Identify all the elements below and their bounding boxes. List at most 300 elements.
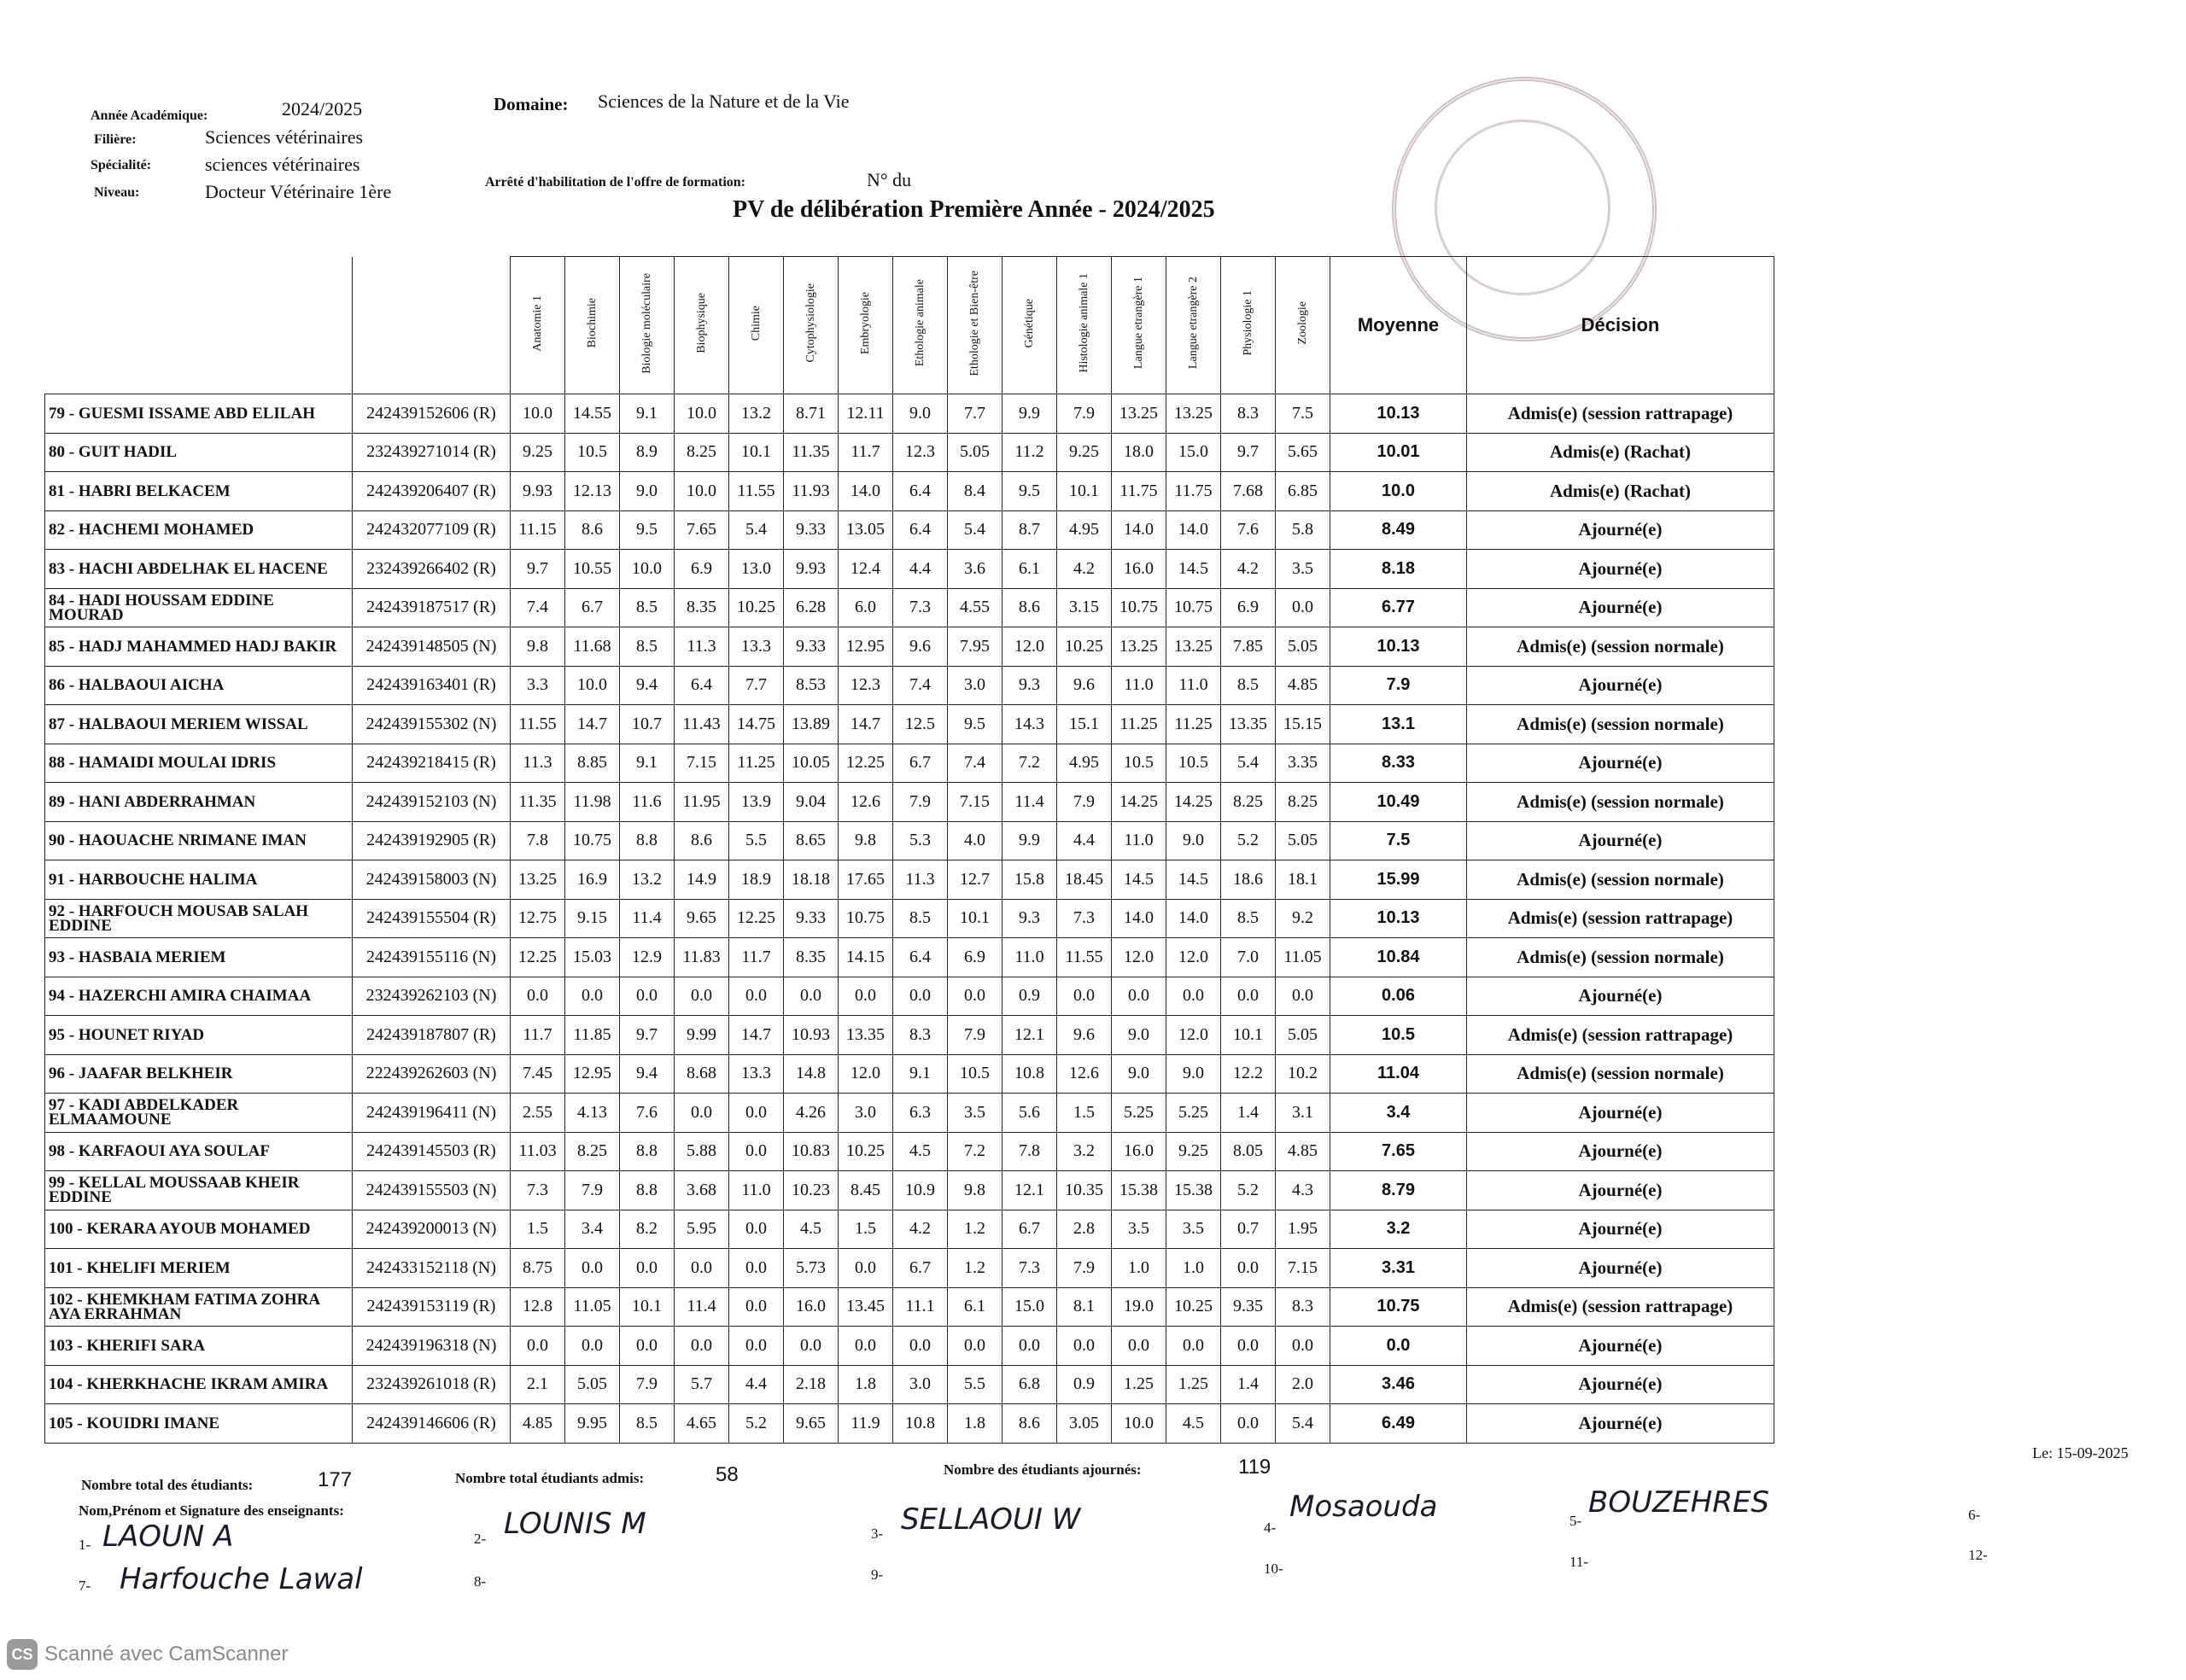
student-name: 81 - HABRI BELKACEM (45, 472, 353, 511)
student-matricule: 242433152118 (N) (353, 1249, 511, 1288)
grade-cell: 9.93 (784, 550, 839, 589)
grade-cell: 5.2 (1221, 1171, 1276, 1210)
grade-cell: 5.25 (1112, 1094, 1166, 1133)
grade-cell: 0.0 (565, 1249, 620, 1288)
student-matricule: 242439152606 (R) (353, 394, 511, 434)
table-row (45, 627, 1774, 667)
grade-cell: 2.0 (1276, 1365, 1330, 1404)
table-row (45, 744, 1774, 783)
grade-cell: 11.9 (839, 1404, 893, 1444)
grade-cell: 0.0 (565, 977, 620, 1016)
grade-cell: 14.75 (729, 705, 784, 744)
decision-cell: Admis(e) (session normale) (1467, 627, 1774, 667)
col-subject: Langue etrangère 2 (1166, 257, 1221, 394)
grade-cell: 5.05 (1276, 821, 1330, 860)
grade-cell: 6.9 (675, 550, 729, 589)
grade-cell: 10.2 (1276, 1054, 1330, 1094)
grade-cell: 5.65 (1276, 433, 1330, 472)
grade-cell: 11.15 (511, 510, 565, 550)
grade-cell: 12.25 (511, 938, 565, 977)
grade-cell: 8.6 (1002, 1404, 1057, 1444)
moyenne-cell: 10.01 (1330, 433, 1467, 472)
col-subject: Cytophysiologie (784, 257, 839, 394)
grade-cell: 9.6 (1057, 1016, 1112, 1055)
grade-cell: 6.9 (1221, 588, 1276, 627)
grade-cell: 13.2 (729, 394, 784, 434)
sign-line-11: 11- (1569, 1554, 1589, 1570)
grade-cell: 9.5 (948, 705, 1002, 744)
grade-cell: 7.95 (948, 627, 1002, 667)
grade-cell: 11.1 (893, 1287, 948, 1327)
grade-cell: 11.3 (675, 627, 729, 667)
moyenne-cell: 0.0 (1330, 1327, 1467, 1366)
student-matricule: 242432077109 (R) (353, 510, 511, 550)
moyenne-cell: 7.9 (1330, 666, 1467, 705)
student-name: 90 - HAOUACHE NRIMANE IMAN (45, 821, 353, 860)
grade-cell: 10.8 (1002, 1054, 1057, 1094)
grade-cell: 12.3 (893, 433, 948, 472)
grade-cell: 5.2 (729, 1404, 784, 1444)
grade-cell: 0.0 (1166, 1327, 1221, 1366)
grade-cell: 4.13 (565, 1094, 620, 1133)
moyenne-cell: 10.13 (1330, 627, 1467, 667)
grade-cell: 8.8 (620, 821, 675, 860)
student-matricule: 242439218415 (R) (353, 744, 511, 783)
grade-cell: 11.25 (1112, 705, 1166, 744)
grade-cell: 10.25 (729, 588, 784, 627)
grade-cell: 10.0 (1112, 1404, 1166, 1444)
grade-cell: 7.2 (1002, 744, 1057, 783)
grade-cell: 11.25 (729, 744, 784, 783)
grade-cell: 14.9 (675, 860, 729, 900)
sign-line-12: 12- (1968, 1547, 1988, 1563)
grade-cell: 7.9 (1057, 1249, 1112, 1288)
decision-cell: Admis(e) (session normale) (1467, 783, 1774, 822)
student-matricule: 242439155504 (R) (353, 899, 511, 938)
grade-cell: 5.05 (948, 433, 1002, 472)
grade-cell: 0.0 (1276, 977, 1330, 1016)
student-name: 89 - HANI ABDERRAHMAN (45, 783, 353, 822)
student-name: 82 - HACHEMI MOHAMED (45, 510, 353, 550)
grade-cell: 10.1 (729, 433, 784, 472)
grade-cell: 9.33 (784, 627, 839, 667)
student-matricule: 242439155302 (N) (353, 705, 511, 744)
table-row (45, 1210, 1774, 1249)
grade-cell: 14.25 (1112, 783, 1166, 822)
student-name: 99 - KELLAL MOUSSAAB KHEIR EDDINE (45, 1171, 353, 1210)
grade-cell: 0.0 (565, 1327, 620, 1366)
grade-cell: 8.68 (675, 1054, 729, 1094)
grade-cell: 10.25 (1166, 1287, 1221, 1327)
col-subject: Embryologie (839, 257, 893, 394)
student-name: 105 - KOUIDRI IMANE (45, 1404, 353, 1444)
student-matricule: 242439145503 (R) (353, 1132, 511, 1171)
grade-cell: 7.6 (1221, 510, 1276, 550)
student-matricule: 242439158003 (N) (353, 860, 511, 900)
moyenne-cell: 8.18 (1330, 550, 1467, 589)
sign-line-7: 7- (79, 1578, 91, 1594)
student-matricule: 242439163401 (R) (353, 666, 511, 705)
grade-cell: 7.3 (893, 588, 948, 627)
grade-cell: 11.68 (565, 627, 620, 667)
decision-cell: Ajourné(e) (1467, 821, 1774, 860)
grade-cell: 18.45 (1057, 860, 1112, 900)
sign-line-10: 10- (1264, 1560, 1283, 1577)
student-matricule: 242439196318 (N) (353, 1327, 511, 1366)
grade-cell: 5.73 (784, 1249, 839, 1288)
grade-cell: 9.95 (565, 1404, 620, 1444)
grade-cell: 12.95 (565, 1054, 620, 1094)
grade-cell: 6.4 (893, 938, 948, 977)
handwritten-signature: LOUNIS M (504, 1507, 646, 1541)
grade-cell: 11.35 (511, 783, 565, 822)
grade-cell: 7.9 (1057, 394, 1112, 434)
moyenne-cell: 6.49 (1330, 1404, 1467, 1444)
grade-cell: 12.6 (1057, 1054, 1112, 1094)
grade-cell: 8.85 (565, 744, 620, 783)
student-matricule: 232439262103 (N) (353, 977, 511, 1016)
table-row (45, 1094, 1774, 1133)
student-name: 83 - HACHI ABDELHAK EL HACENE (45, 550, 353, 589)
grade-cell: 8.3 (1221, 394, 1276, 434)
grade-cell: 1.25 (1166, 1365, 1221, 1404)
grade-cell: 4.85 (511, 1404, 565, 1444)
grade-cell: 9.25 (1166, 1132, 1221, 1171)
grade-cell: 0.0 (729, 1327, 784, 1366)
grade-cell: 13.0 (729, 550, 784, 589)
student-matricule: 242439153119 (R) (353, 1287, 511, 1327)
grade-cell: 8.1 (1057, 1287, 1112, 1327)
grade-cell: 0.0 (511, 1327, 565, 1366)
grade-cell: 7.3 (1057, 899, 1112, 938)
grade-cell: 10.55 (565, 550, 620, 589)
grade-cell: 9.1 (620, 744, 675, 783)
grade-cell: 10.5 (565, 433, 620, 472)
student-matricule: 242439192905 (R) (353, 821, 511, 860)
grade-cell: 8.25 (565, 1132, 620, 1171)
grade-cell: 15.1 (1057, 705, 1112, 744)
grade-cell: 4.65 (675, 1404, 729, 1444)
student-matricule: 232439271014 (R) (353, 433, 511, 472)
grade-cell: 12.95 (839, 627, 893, 667)
grade-cell: 7.15 (1276, 1249, 1330, 1288)
domaine-value: Sciences de la Nature et de la Vie (598, 90, 850, 112)
grade-cell: 0.0 (675, 1327, 729, 1366)
grade-cell: 10.5 (1166, 744, 1221, 783)
grade-cell: 0.0 (620, 1249, 675, 1288)
grade-cell: 8.6 (565, 510, 620, 550)
grade-cell: 1.4 (1221, 1365, 1276, 1404)
table-row (45, 860, 1774, 900)
student-matricule: 222439262603 (N) (353, 1054, 511, 1094)
grade-cell: 8.53 (784, 666, 839, 705)
grade-cell: 3.35 (1276, 744, 1330, 783)
decision-cell: Ajourné(e) (1467, 588, 1774, 627)
grade-cell: 7.4 (511, 588, 565, 627)
grade-cell: 4.85 (1276, 666, 1330, 705)
grade-cell: 9.04 (784, 783, 839, 822)
table-row (45, 938, 1774, 977)
grade-cell: 10.35 (1057, 1171, 1112, 1210)
grade-cell: 9.25 (1057, 433, 1112, 472)
grade-cell: 13.25 (1166, 394, 1221, 434)
grade-cell: 3.5 (1166, 1210, 1221, 1249)
grade-cell: 8.5 (620, 1404, 675, 1444)
grade-cell: 13.35 (1221, 705, 1276, 744)
grade-cell: 1.4 (1221, 1094, 1276, 1133)
decision-cell: Admis(e) (session rattrapage) (1467, 899, 1774, 938)
grade-cell: 14.0 (839, 472, 893, 511)
grade-cell: 0.0 (893, 1327, 948, 1366)
grade-cell: 12.0 (1166, 1016, 1221, 1055)
grade-cell: 9.6 (1057, 666, 1112, 705)
grade-cell: 8.5 (620, 588, 675, 627)
camscanner-text: Scanné avec CamScanner (44, 1642, 289, 1665)
decision-cell: Admis(e) (session normale) (1467, 860, 1774, 900)
grade-cell: 1.0 (1112, 1249, 1166, 1288)
grade-cell: 7.8 (1002, 1132, 1057, 1171)
col-subject: Zoologie (1276, 257, 1330, 394)
grade-cell: 14.55 (565, 394, 620, 434)
grade-cell: 7.85 (1221, 627, 1276, 667)
table-row (45, 977, 1774, 1016)
grade-cell: 6.85 (1276, 472, 1330, 511)
grade-cell: 9.0 (893, 394, 948, 434)
grade-cell: 5.4 (948, 510, 1002, 550)
grade-cell: 9.7 (1221, 433, 1276, 472)
grade-cell: 10.9 (893, 1171, 948, 1210)
grade-cell: 12.7 (948, 860, 1002, 900)
grade-cell: 9.8 (948, 1171, 1002, 1210)
grade-cell: 0.0 (1221, 1327, 1276, 1366)
grade-cell: 8.8 (620, 1171, 675, 1210)
grade-cell: 9.0 (1112, 1016, 1166, 1055)
grade-cell: 8.3 (893, 1016, 948, 1055)
grade-cell: 0.0 (675, 1094, 729, 1133)
table-row (45, 550, 1774, 589)
moyenne-cell: 10.49 (1330, 783, 1467, 822)
grade-cell: 14.8 (784, 1054, 839, 1094)
col-decision: Décision (1467, 257, 1774, 394)
grade-cell: 10.75 (565, 821, 620, 860)
moyenne-cell: 3.2 (1330, 1210, 1467, 1249)
grade-cell: 6.4 (893, 472, 948, 511)
grade-cell: 0.0 (1276, 588, 1330, 627)
grade-cell: 15.38 (1166, 1171, 1221, 1210)
decision-cell: Ajourné(e) (1467, 1210, 1774, 1249)
grade-cell: 2.8 (1057, 1210, 1112, 1249)
grade-cell: 10.93 (784, 1016, 839, 1055)
grade-cell: 9.2 (1276, 899, 1330, 938)
decision-cell: Admis(e) (Rachat) (1467, 472, 1774, 511)
grade-cell: 7.9 (1057, 783, 1112, 822)
date-label: Le: 15-09-2025 (2032, 1444, 2129, 1461)
grade-cell: 11.4 (620, 899, 675, 938)
grade-cell: 11.0 (1112, 821, 1166, 860)
moyenne-cell: 10.75 (1330, 1287, 1467, 1327)
decision-cell: Ajourné(e) (1467, 1094, 1774, 1133)
handwritten-signature: Harfouche Lawal (120, 1562, 363, 1596)
grade-cell: 14.0 (1112, 510, 1166, 550)
grade-cell: 19.0 (1112, 1287, 1166, 1327)
grade-cell: 0.0 (1221, 977, 1276, 1016)
grade-cell: 1.2 (948, 1249, 1002, 1288)
grade-cell: 0.0 (729, 1210, 784, 1249)
moyenne-cell: 3.46 (1330, 1365, 1467, 1404)
grade-cell: 11.3 (511, 744, 565, 783)
grade-cell: 15.0 (1166, 433, 1221, 472)
grade-cell: 12.0 (1112, 938, 1166, 977)
grade-cell: 7.8 (511, 821, 565, 860)
grade-cell: 11.35 (784, 433, 839, 472)
grade-cell: 3.2 (1057, 1132, 1112, 1171)
col-subject: Génétique (1002, 257, 1057, 394)
grade-cell: 0.0 (893, 977, 948, 1016)
grade-cell: 11.2 (1002, 433, 1057, 472)
ajournes-label: Nombre des étudiants ajournés: (944, 1461, 1142, 1478)
grade-cell: 13.25 (511, 860, 565, 900)
grade-cell: 6.1 (948, 1287, 1002, 1327)
grade-cell: 14.5 (1166, 860, 1221, 900)
student-matricule: 232439261018 (R) (353, 1365, 511, 1404)
grade-cell: 3.5 (1276, 550, 1330, 589)
grade-cell: 0.0 (1112, 977, 1166, 1016)
grade-cell: 9.6 (893, 627, 948, 667)
grade-cell: 10.5 (948, 1054, 1002, 1094)
moyenne-cell: 7.5 (1330, 821, 1467, 860)
grade-cell: 8.25 (1221, 783, 1276, 822)
grade-cell: 11.85 (565, 1016, 620, 1055)
grade-cell: 8.05 (1221, 1132, 1276, 1171)
table-row (45, 1171, 1774, 1210)
grade-cell: 3.6 (948, 550, 1002, 589)
student-name: 79 - GUESMI ISSAME ABD ELILAH (45, 394, 353, 434)
student-name: 98 - KARFAOUI AYA SOULAF (45, 1132, 353, 1171)
grade-cell: 0.0 (839, 1327, 893, 1366)
grade-cell: 4.3 (1276, 1171, 1330, 1210)
grade-cell: 14.25 (1166, 783, 1221, 822)
moyenne-cell: 7.65 (1330, 1132, 1467, 1171)
grade-cell: 5.7 (675, 1365, 729, 1404)
grade-cell: 4.5 (784, 1210, 839, 1249)
grade-cell: 8.5 (620, 627, 675, 667)
table-row (45, 1054, 1774, 1094)
grade-cell: 8.75 (511, 1249, 565, 1288)
grade-cell: 12.0 (1002, 627, 1057, 667)
grade-cell: 15.15 (1276, 705, 1330, 744)
student-matricule: 242439187517 (R) (353, 588, 511, 627)
grade-cell: 8.5 (893, 899, 948, 938)
grade-cell: 6.0 (839, 588, 893, 627)
table-row (45, 821, 1774, 860)
grade-cell: 0.0 (729, 1132, 784, 1171)
grade-cell: 17.65 (839, 860, 893, 900)
admis-value: 58 (716, 1463, 739, 1486)
decision-cell: Ajourné(e) (1467, 744, 1774, 783)
grade-cell: 8.45 (839, 1171, 893, 1210)
grade-cell: 9.5 (1002, 472, 1057, 511)
header-blank-matricule (353, 257, 511, 394)
student-name: 103 - KHERIFI SARA (45, 1327, 353, 1366)
annee-value: 2024/2025 (282, 98, 363, 120)
sign-line-9: 9- (871, 1566, 884, 1583)
grade-cell: 7.9 (565, 1171, 620, 1210)
grade-cell: 0.0 (1112, 1327, 1166, 1366)
grade-cell: 9.99 (675, 1016, 729, 1055)
grade-cell: 9.8 (511, 627, 565, 667)
grade-cell: 16.0 (784, 1287, 839, 1327)
grade-cell: 10.05 (784, 744, 839, 783)
grade-cell: 0.0 (948, 1327, 1002, 1366)
grade-cell: 4.95 (1057, 744, 1112, 783)
grade-cell: 10.5 (1112, 744, 1166, 783)
grade-cell: 9.4 (620, 666, 675, 705)
annee-label: Année Académique: (91, 108, 208, 123)
col-subject: Ethologie et Bien-être (948, 257, 1002, 394)
grade-cell: 10.0 (511, 394, 565, 434)
niveau-label: Niveau: (94, 185, 140, 200)
grade-cell: 0.0 (1166, 977, 1221, 1016)
student-name: 104 - KHERKHACHE IKRAM AMIRA (45, 1365, 353, 1404)
grade-cell: 11.0 (729, 1171, 784, 1210)
grade-cell: 11.98 (565, 783, 620, 822)
grade-cell: 6.7 (893, 744, 948, 783)
grade-cell: 0.0 (839, 977, 893, 1016)
grade-cell: 3.5 (948, 1094, 1002, 1133)
grade-cell: 11.83 (675, 938, 729, 977)
grade-cell: 11.75 (1166, 472, 1221, 511)
grade-cell: 7.9 (893, 783, 948, 822)
moyenne-cell: 3.31 (1330, 1249, 1467, 1288)
signature-label: Nom,Prénom et Signature des enseignants: (79, 1502, 344, 1519)
grade-cell: 9.15 (565, 899, 620, 938)
grade-cell: 12.4 (839, 550, 893, 589)
grade-cell: 0.0 (1221, 1404, 1276, 1444)
student-matricule: 242439148505 (N) (353, 627, 511, 667)
grade-cell: 7.2 (948, 1132, 1002, 1171)
grade-cell: 9.7 (511, 550, 565, 589)
grade-cell: 9.1 (620, 394, 675, 434)
grade-cell: 4.4 (729, 1365, 784, 1404)
moyenne-cell: 6.77 (1330, 588, 1467, 627)
grade-cell: 14.0 (1166, 510, 1221, 550)
grade-cell: 12.2 (1221, 1054, 1276, 1094)
grade-cell: 11.75 (1112, 472, 1166, 511)
decision-cell: Admis(e) (session rattrapage) (1467, 394, 1774, 434)
student-matricule: 232439266402 (R) (353, 550, 511, 589)
col-subject: Histologie animale 1 (1057, 257, 1112, 394)
grade-cell: 6.7 (893, 1249, 948, 1288)
grade-cell: 12.75 (511, 899, 565, 938)
sign-line-2: 2- (474, 1531, 487, 1547)
grade-cell: 16.0 (1112, 1132, 1166, 1171)
grade-cell: 10.75 (1112, 588, 1166, 627)
col-subject: Physiologie 1 (1221, 257, 1276, 394)
grade-cell: 0.7 (1221, 1210, 1276, 1249)
grade-cell: 6.9 (948, 938, 1002, 977)
col-subject: Biochimie (565, 257, 620, 394)
sign-line-1: 1- (79, 1537, 91, 1553)
decision-cell: Ajourné(e) (1467, 1249, 1774, 1288)
student-name: 94 - HAZERCHI AMIRA CHAIMAA (45, 977, 353, 1016)
student-name: 95 - HOUNET RIYAD (45, 1016, 353, 1055)
student-name: 84 - HADI HOUSSAM EDDINE MOURAD (45, 588, 353, 627)
grade-cell: 14.7 (729, 1016, 784, 1055)
grade-cell: 4.85 (1276, 1132, 1330, 1171)
grade-cell: 8.71 (784, 394, 839, 434)
moyenne-cell: 11.04 (1330, 1054, 1467, 1094)
grade-cell: 10.7 (620, 705, 675, 744)
